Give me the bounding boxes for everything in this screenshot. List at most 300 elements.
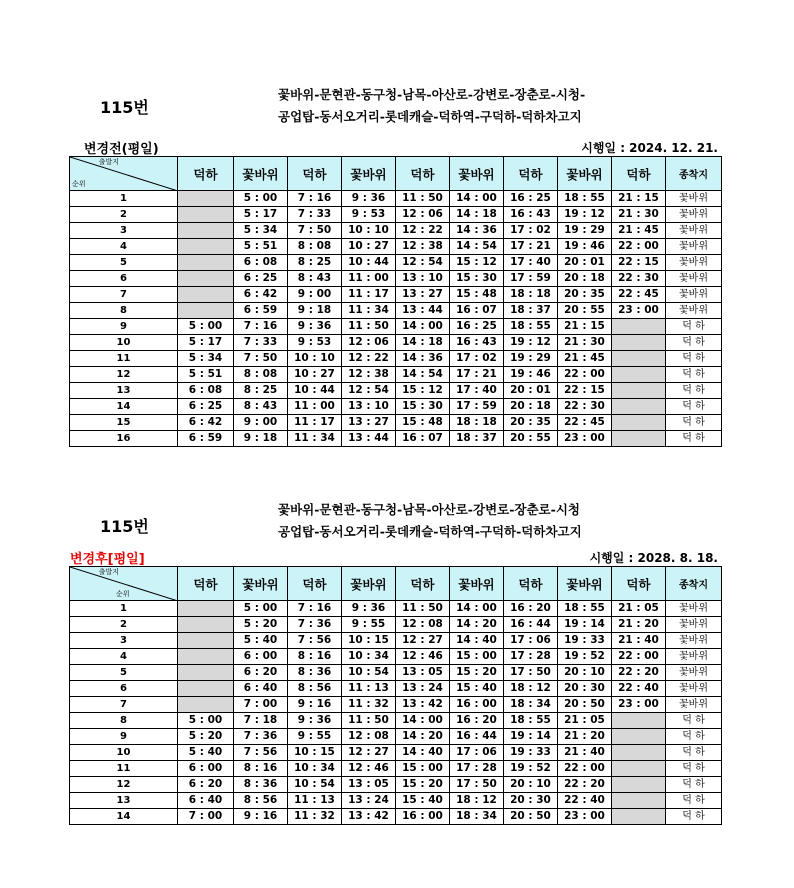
time-cell: 14 : 54 — [450, 239, 504, 255]
corner-rank-label: 순위 — [116, 590, 130, 598]
destination-cell: 꽃바위 — [666, 223, 722, 239]
time-cell: 6 : 08 — [234, 255, 288, 271]
empty-time-cell — [612, 399, 666, 415]
time-cell: 8 : 16 — [234, 761, 288, 777]
time-cell: 12 : 22 — [396, 223, 450, 239]
col-header: 꽃바위 — [342, 157, 396, 191]
col-header: 꽃바위 — [342, 567, 396, 601]
col-header: 꽃바위 — [558, 157, 612, 191]
col-header: 꽃바위 — [450, 567, 504, 601]
empty-time-cell — [612, 729, 666, 745]
time-cell: 18 : 18 — [504, 287, 558, 303]
time-cell: 7 : 56 — [234, 745, 288, 761]
time-cell: 5 : 34 — [178, 351, 234, 367]
empty-time-cell — [178, 239, 234, 255]
destination-cell: 덕 하 — [666, 745, 722, 761]
rank-cell: 16 — [70, 431, 178, 447]
time-cell: 8 : 25 — [288, 255, 342, 271]
corner-diagonal — [70, 157, 178, 191]
time-cell: 5 : 51 — [234, 239, 288, 255]
time-cell: 17 : 02 — [504, 223, 558, 239]
timetable — [69, 156, 722, 447]
time-cell: 14 : 36 — [450, 223, 504, 239]
time-cell: 11 : 34 — [342, 303, 396, 319]
time-cell: 7 : 16 — [288, 191, 342, 207]
time-cell: 16 : 07 — [396, 431, 450, 447]
time-cell: 20 : 35 — [504, 415, 558, 431]
time-cell: 20 : 18 — [504, 399, 558, 415]
time-cell: 11 : 32 — [342, 697, 396, 713]
rank-cell: 8 — [70, 713, 178, 729]
time-cell: 15 : 40 — [450, 681, 504, 697]
col-header: 덕하 — [504, 567, 558, 601]
table-row — [70, 809, 722, 825]
time-cell: 11 : 17 — [288, 415, 342, 431]
time-cell: 22 : 45 — [612, 287, 666, 303]
time-cell: 19 : 52 — [558, 649, 612, 665]
time-cell: 8 : 25 — [234, 383, 288, 399]
time-cell: 7 : 16 — [234, 319, 288, 335]
time-cell: 5 : 51 — [178, 367, 234, 383]
empty-time-cell — [178, 617, 234, 633]
corner-origin-label: 출발지 — [98, 158, 119, 166]
time-cell: 12 : 27 — [396, 633, 450, 649]
col-header: 꽃바위 — [558, 567, 612, 601]
time-cell: 21 : 05 — [558, 713, 612, 729]
table-row — [70, 681, 722, 697]
empty-time-cell — [178, 287, 234, 303]
rank-cell: 12 — [70, 777, 178, 793]
time-cell: 19 : 29 — [504, 351, 558, 367]
table-row — [70, 367, 722, 383]
time-cell: 12 : 06 — [342, 335, 396, 351]
destination-cell: 꽃바위 — [666, 681, 722, 697]
time-cell: 14 : 18 — [450, 207, 504, 223]
rank-cell: 8 — [70, 303, 178, 319]
destination-cell: 덕 하 — [666, 793, 722, 809]
time-cell: 12 : 08 — [342, 729, 396, 745]
time-cell: 12 : 54 — [342, 383, 396, 399]
rank-cell: 5 — [70, 255, 178, 271]
time-cell: 16 : 00 — [396, 809, 450, 825]
time-cell: 21 : 40 — [558, 745, 612, 761]
empty-time-cell — [612, 713, 666, 729]
time-cell: 20 : 30 — [504, 793, 558, 809]
destination-cell: 덕 하 — [666, 809, 722, 825]
destination-cell: 덕 하 — [666, 729, 722, 745]
time-cell: 21 : 40 — [612, 633, 666, 649]
time-cell: 9 : 18 — [288, 303, 342, 319]
destination-cell: 덕 하 — [666, 431, 722, 447]
time-cell: 7 : 33 — [234, 335, 288, 351]
empty-time-cell — [612, 745, 666, 761]
time-cell: 5 : 20 — [178, 729, 234, 745]
time-cell: 22 : 15 — [612, 255, 666, 271]
time-cell: 8 : 36 — [234, 777, 288, 793]
time-cell: 14 : 20 — [396, 729, 450, 745]
rank-cell: 4 — [70, 239, 178, 255]
empty-time-cell — [178, 633, 234, 649]
time-cell: 22 : 45 — [558, 415, 612, 431]
time-cell: 15 : 00 — [450, 649, 504, 665]
time-cell: 11 : 00 — [288, 399, 342, 415]
destination-cell: 덕 하 — [666, 335, 722, 351]
destination-cell: 꽃바위 — [666, 649, 722, 665]
col-header: 덕하 — [288, 157, 342, 191]
time-cell: 15 : 30 — [396, 399, 450, 415]
destination-cell: 꽃바위 — [666, 601, 722, 617]
destination-cell: 꽃바위 — [666, 697, 722, 713]
time-cell: 22 : 00 — [612, 649, 666, 665]
destination-cell: 덕 하 — [666, 319, 722, 335]
time-cell: 19 : 33 — [558, 633, 612, 649]
col-header: 덕하 — [288, 567, 342, 601]
table-row — [70, 431, 722, 447]
time-cell: 22 : 00 — [558, 367, 612, 383]
empty-time-cell — [178, 649, 234, 665]
table-row — [70, 745, 722, 761]
table-row — [70, 649, 722, 665]
time-cell: 11 : 32 — [288, 809, 342, 825]
rank-cell: 7 — [70, 697, 178, 713]
time-cell: 22 : 40 — [612, 681, 666, 697]
destination-cell: 덕 하 — [666, 383, 722, 399]
time-cell: 9 : 36 — [342, 601, 396, 617]
time-cell: 13 : 10 — [396, 271, 450, 287]
time-cell: 5 : 00 — [178, 713, 234, 729]
time-cell: 10 : 54 — [288, 777, 342, 793]
time-cell: 15 : 48 — [396, 415, 450, 431]
time-cell: 8 : 43 — [288, 271, 342, 287]
time-cell: 13 : 24 — [342, 793, 396, 809]
time-cell: 5 : 17 — [234, 207, 288, 223]
rank-cell: 15 — [70, 415, 178, 431]
col-header-destination: 종착지 — [666, 567, 722, 601]
time-cell: 13 : 24 — [396, 681, 450, 697]
col-header: 덕하 — [612, 157, 666, 191]
effective-date: 시행일 : 2024. 12. 21. — [581, 141, 718, 155]
time-cell: 8 : 43 — [234, 399, 288, 415]
corner-origin-label: 출발지 — [98, 568, 119, 576]
time-cell: 14 : 54 — [396, 367, 450, 383]
table-row — [70, 793, 722, 809]
destination-cell: 덕 하 — [666, 415, 722, 431]
time-cell: 7 : 50 — [234, 351, 288, 367]
time-cell: 18 : 37 — [504, 303, 558, 319]
time-cell: 11 : 13 — [342, 681, 396, 697]
time-cell: 9 : 00 — [234, 415, 288, 431]
table-row — [70, 415, 722, 431]
col-header: 덕하 — [504, 157, 558, 191]
time-cell: 14 : 00 — [450, 601, 504, 617]
empty-time-cell — [178, 697, 234, 713]
destination-cell: 꽃바위 — [666, 207, 722, 223]
empty-time-cell — [178, 191, 234, 207]
time-cell: 10 : 34 — [342, 649, 396, 665]
empty-time-cell — [612, 367, 666, 383]
time-cell: 14 : 18 — [396, 335, 450, 351]
time-cell: 15 : 20 — [396, 777, 450, 793]
empty-time-cell — [178, 255, 234, 271]
time-cell: 6 : 20 — [234, 665, 288, 681]
rank-cell: 1 — [70, 601, 178, 617]
time-cell: 16 : 44 — [504, 617, 558, 633]
destination-cell: 꽃바위 — [666, 287, 722, 303]
rank-cell: 14 — [70, 399, 178, 415]
time-cell: 10 : 27 — [288, 367, 342, 383]
time-cell: 20 : 10 — [558, 665, 612, 681]
route-number: 115번 — [100, 98, 149, 117]
time-cell: 21 : 30 — [612, 207, 666, 223]
time-cell: 17 : 28 — [504, 649, 558, 665]
time-cell: 7 : 16 — [288, 601, 342, 617]
time-cell: 17 : 50 — [504, 665, 558, 681]
time-cell: 8 : 56 — [234, 793, 288, 809]
table-row — [70, 191, 722, 207]
route-number: 115번 — [100, 517, 149, 536]
destination-cell: 꽃바위 — [666, 303, 722, 319]
time-cell: 5 : 40 — [234, 633, 288, 649]
time-cell: 17 : 06 — [504, 633, 558, 649]
time-cell: 13 : 27 — [396, 287, 450, 303]
time-cell: 16 : 20 — [450, 713, 504, 729]
time-cell: 18 : 55 — [504, 319, 558, 335]
rank-cell: 7 — [70, 287, 178, 303]
empty-time-cell — [612, 415, 666, 431]
time-cell: 7 : 56 — [288, 633, 342, 649]
time-cell: 19 : 33 — [504, 745, 558, 761]
table-row — [70, 223, 722, 239]
time-cell: 10 : 15 — [288, 745, 342, 761]
corner-header-cell — [70, 567, 178, 601]
time-cell: 22 : 00 — [558, 761, 612, 777]
time-cell: 15 : 40 — [396, 793, 450, 809]
empty-time-cell — [612, 431, 666, 447]
time-cell: 6 : 40 — [234, 681, 288, 697]
time-cell: 12 : 46 — [342, 761, 396, 777]
time-cell: 12 : 54 — [396, 255, 450, 271]
table-row — [70, 761, 722, 777]
time-cell: 5 : 40 — [178, 745, 234, 761]
time-cell: 13 : 05 — [396, 665, 450, 681]
time-cell: 7 : 36 — [234, 729, 288, 745]
time-cell: 6 : 25 — [234, 271, 288, 287]
table-row — [70, 729, 722, 745]
rank-cell: 5 — [70, 665, 178, 681]
empty-time-cell — [612, 793, 666, 809]
time-cell: 10 : 44 — [342, 255, 396, 271]
rank-cell: 3 — [70, 223, 178, 239]
time-cell: 12 : 46 — [396, 649, 450, 665]
time-cell: 18 : 12 — [450, 793, 504, 809]
time-cell: 17 : 02 — [450, 351, 504, 367]
destination-cell: 덕 하 — [666, 399, 722, 415]
timetable-body — [70, 601, 722, 825]
route-stops-line2: 공업탑-동서오거리-롯데캐슬-덕하역-구덕하-덕하차고지 — [278, 524, 582, 539]
time-cell: 11 : 13 — [288, 793, 342, 809]
time-cell: 15 : 12 — [450, 255, 504, 271]
rank-cell: 9 — [70, 319, 178, 335]
empty-time-cell — [178, 681, 234, 697]
time-cell: 21 : 30 — [558, 335, 612, 351]
route-stops-line1: 꽃바위-문현관-동구청-남목-아산로-강변로-장춘로-시청 — [278, 502, 580, 517]
time-cell: 17 : 06 — [450, 745, 504, 761]
table-row — [70, 287, 722, 303]
time-cell: 8 : 16 — [288, 649, 342, 665]
time-cell: 19 : 29 — [558, 223, 612, 239]
table-row — [70, 633, 722, 649]
header-row — [70, 567, 722, 601]
destination-cell: 꽃바위 — [666, 255, 722, 271]
time-cell: 18 : 12 — [504, 681, 558, 697]
empty-time-cell — [178, 207, 234, 223]
rank-cell: 9 — [70, 729, 178, 745]
time-cell: 22 : 30 — [558, 399, 612, 415]
time-cell: 21 : 05 — [612, 601, 666, 617]
empty-time-cell — [178, 601, 234, 617]
time-cell: 7 : 00 — [178, 809, 234, 825]
col-header: 꽃바위 — [234, 567, 288, 601]
time-cell: 6 : 00 — [234, 649, 288, 665]
time-cell: 6 : 59 — [234, 303, 288, 319]
time-cell: 17 : 59 — [504, 271, 558, 287]
time-cell: 12 : 06 — [396, 207, 450, 223]
col-header: 덕하 — [612, 567, 666, 601]
timetable-body — [70, 191, 722, 447]
rank-cell: 1 — [70, 191, 178, 207]
time-cell: 9 : 16 — [234, 809, 288, 825]
time-cell: 12 : 08 — [396, 617, 450, 633]
timetable — [69, 566, 722, 825]
time-cell: 15 : 12 — [396, 383, 450, 399]
destination-cell: 덕 하 — [666, 777, 722, 793]
time-cell: 11 : 50 — [396, 191, 450, 207]
empty-time-cell — [612, 809, 666, 825]
destination-cell: 꽃바위 — [666, 271, 722, 287]
destination-cell: 꽃바위 — [666, 191, 722, 207]
rank-cell: 14 — [70, 809, 178, 825]
destination-cell: 꽃바위 — [666, 665, 722, 681]
time-cell: 22 : 30 — [612, 271, 666, 287]
rank-cell: 10 — [70, 745, 178, 761]
header-row — [70, 157, 722, 191]
time-cell: 16 : 07 — [450, 303, 504, 319]
time-cell: 17 : 21 — [504, 239, 558, 255]
table-row — [70, 713, 722, 729]
time-cell: 16 : 25 — [450, 319, 504, 335]
table-row — [70, 255, 722, 271]
time-cell: 17 : 40 — [450, 383, 504, 399]
time-cell: 19 : 14 — [504, 729, 558, 745]
schedule-label: 변경후[평일] — [70, 552, 145, 567]
empty-time-cell — [178, 271, 234, 287]
time-cell: 7 : 50 — [288, 223, 342, 239]
time-cell: 22 : 20 — [558, 777, 612, 793]
time-cell: 19 : 52 — [504, 761, 558, 777]
time-cell: 18 : 18 — [450, 415, 504, 431]
time-cell: 10 : 44 — [288, 383, 342, 399]
empty-time-cell — [612, 761, 666, 777]
schedule-label: 변경전(평일) — [84, 142, 159, 157]
table-row — [70, 399, 722, 415]
time-cell: 8 : 08 — [234, 367, 288, 383]
route-stops — [278, 84, 585, 128]
time-cell: 13 : 42 — [342, 809, 396, 825]
time-cell: 23 : 00 — [612, 697, 666, 713]
table-row — [70, 335, 722, 351]
time-cell: 6 : 59 — [178, 431, 234, 447]
time-cell: 23 : 00 — [558, 431, 612, 447]
time-cell: 10 : 34 — [288, 761, 342, 777]
time-cell: 14 : 36 — [396, 351, 450, 367]
time-cell: 20 : 01 — [504, 383, 558, 399]
table-row — [70, 207, 722, 223]
rank-cell: 13 — [70, 383, 178, 399]
time-cell: 21 : 45 — [558, 351, 612, 367]
table-row — [70, 319, 722, 335]
time-cell: 17 : 40 — [504, 255, 558, 271]
time-cell: 6 : 25 — [178, 399, 234, 415]
time-cell: 15 : 00 — [396, 761, 450, 777]
time-cell: 7 : 00 — [234, 697, 288, 713]
time-cell: 10 : 10 — [288, 351, 342, 367]
time-cell: 17 : 50 — [450, 777, 504, 793]
time-cell: 19 : 12 — [504, 335, 558, 351]
time-cell: 16 : 25 — [504, 191, 558, 207]
col-header: 덕하 — [178, 157, 234, 191]
time-cell: 14 : 00 — [450, 191, 504, 207]
col-header: 덕하 — [396, 567, 450, 601]
table-row — [70, 601, 722, 617]
empty-time-cell — [612, 383, 666, 399]
col-header: 꽃바위 — [234, 157, 288, 191]
time-cell: 8 : 56 — [288, 681, 342, 697]
time-cell: 18 : 34 — [504, 697, 558, 713]
empty-time-cell — [612, 777, 666, 793]
time-cell: 11 : 34 — [288, 431, 342, 447]
time-cell: 14 : 40 — [450, 633, 504, 649]
time-cell: 6 : 42 — [178, 415, 234, 431]
time-cell: 13 : 44 — [396, 303, 450, 319]
time-cell: 9 : 55 — [342, 617, 396, 633]
time-cell: 18 : 55 — [558, 601, 612, 617]
time-cell: 21 : 20 — [612, 617, 666, 633]
time-cell: 16 : 43 — [450, 335, 504, 351]
time-cell: 14 : 00 — [396, 319, 450, 335]
time-cell: 5 : 00 — [234, 191, 288, 207]
destination-cell: 덕 하 — [666, 351, 722, 367]
rank-cell: 10 — [70, 335, 178, 351]
time-cell: 9 : 18 — [234, 431, 288, 447]
time-cell: 18 : 55 — [558, 191, 612, 207]
destination-cell: 꽃바위 — [666, 633, 722, 649]
time-cell: 20 : 01 — [558, 255, 612, 271]
rank-cell: 4 — [70, 649, 178, 665]
time-cell: 20 : 55 — [504, 431, 558, 447]
time-cell: 6 : 20 — [178, 777, 234, 793]
time-cell: 11 : 50 — [342, 319, 396, 335]
time-cell: 20 : 18 — [558, 271, 612, 287]
time-cell: 9 : 53 — [288, 335, 342, 351]
time-cell: 8 : 08 — [288, 239, 342, 255]
empty-time-cell — [178, 223, 234, 239]
rank-cell: 11 — [70, 761, 178, 777]
destination-cell: 꽃바위 — [666, 617, 722, 633]
time-cell: 6 : 00 — [178, 761, 234, 777]
time-cell: 9 : 00 — [288, 287, 342, 303]
time-cell: 8 : 36 — [288, 665, 342, 681]
empty-time-cell — [612, 319, 666, 335]
